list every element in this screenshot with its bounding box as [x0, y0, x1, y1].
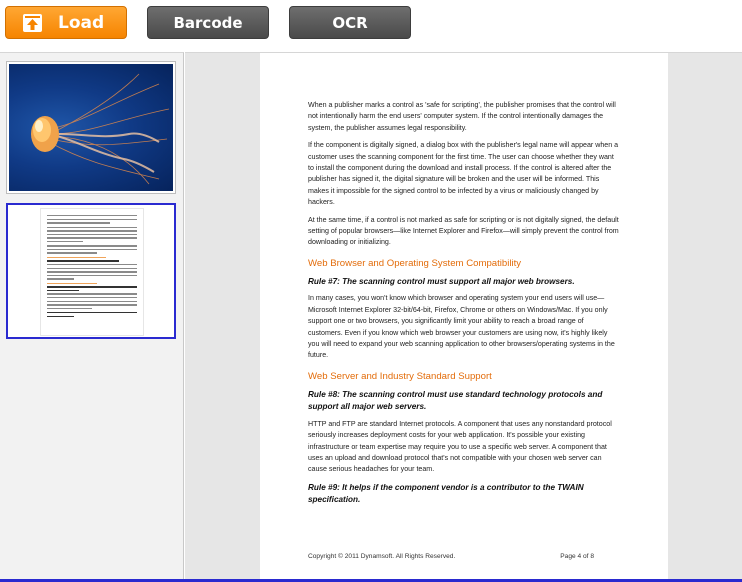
upload-icon — [23, 14, 42, 32]
thumbnail-panel[interactable] — [0, 52, 184, 582]
page-footer — [308, 553, 620, 560]
document-page — [260, 53, 668, 582]
toolbar — [0, 0, 742, 52]
section-heading: Web Server and Industry Standard Support — [308, 370, 492, 382]
paragraph: When a publisher marks a control as 'safe for scripting', the publisher promises that the control will not intentionally harm the end users' computer system. If the control intentionally damages the system, the publisher assumes legal responsibility. — [308, 101, 616, 132]
ocr-button-label: OCR — [332, 13, 368, 32]
section-heading: Web Browser and Operating System Compatibility — [308, 257, 522, 269]
footer-copyright: Copyright © 2011 Dynamsoft. All Rights Reserved. — [308, 553, 456, 560]
barcode-button-label: Barcode — [173, 13, 243, 32]
footer-page-number: Page 4 of 8 — [560, 553, 594, 560]
rule-text: Rule #8: The scanning control must use standard technology protocols and support all major web servers. — [308, 389, 603, 412]
document-viewer[interactable] — [185, 52, 742, 582]
thumbnail-jellyfish[interactable] — [6, 61, 176, 194]
load-button[interactable] — [5, 6, 127, 39]
load-button-label: Load — [58, 13, 105, 33]
barcode-button[interactable] — [147, 6, 269, 39]
document-page-icon — [40, 208, 144, 336]
paragraph: In many cases, you won't know which browser and operating system your end users will use—Microsoft Internet Explorer 32-bit/64-bit, Firefox, Chrome or others on Windows/Mac. If you only support one or two browsers, you significantly limit your ability to reach a broad range of customers. Even if you know which web browser your customers are using now, it's highly likely you will need to expand your web scanning application to other browsers/operating systems in the future. — [308, 294, 615, 360]
ocr-button[interactable] — [289, 6, 411, 39]
paragraph: At the same time, if a control is not marked as safe for scripting or is not digitally signed, the default setting of popular browsers—like Internet Explorer and Firefox—will simply prevent the control from downloading or initializing. — [308, 215, 619, 247]
rule-text: Rule #7: The scanning control must support all major web browsers. — [308, 276, 575, 286]
thumbnail-document-page[interactable] — [6, 203, 176, 339]
rule-text: Rule #9: It helps if the component vendor is a contributor to the TWAIN specification. — [308, 482, 584, 505]
paragraph: If the component is digitally signed, a dialog box with the publisher's legal name will appear when a customer uses the scanning component for the first time. The user can choose whether they want to install the component during the download and install process. If the control is altered after the publisher has signed it, the digital signature will be broken and the user will be informed. This makes it impossible for the signed control to be infected by a virus or maliciously changed by hackers. — [308, 141, 619, 207]
jellyfish-photo-icon — [9, 64, 173, 191]
paragraph: HTTP and FTP are standard Internet protocols. A component that uses any nonstandard protocol seriously increases deployment costs for your web application. It's possible your existing infrastructure or team expertise may require you to use a specific web server. A component that uses an upload and download protocol that's not compatible with your chosen web server can cause serious headaches for your team. — [308, 419, 612, 474]
